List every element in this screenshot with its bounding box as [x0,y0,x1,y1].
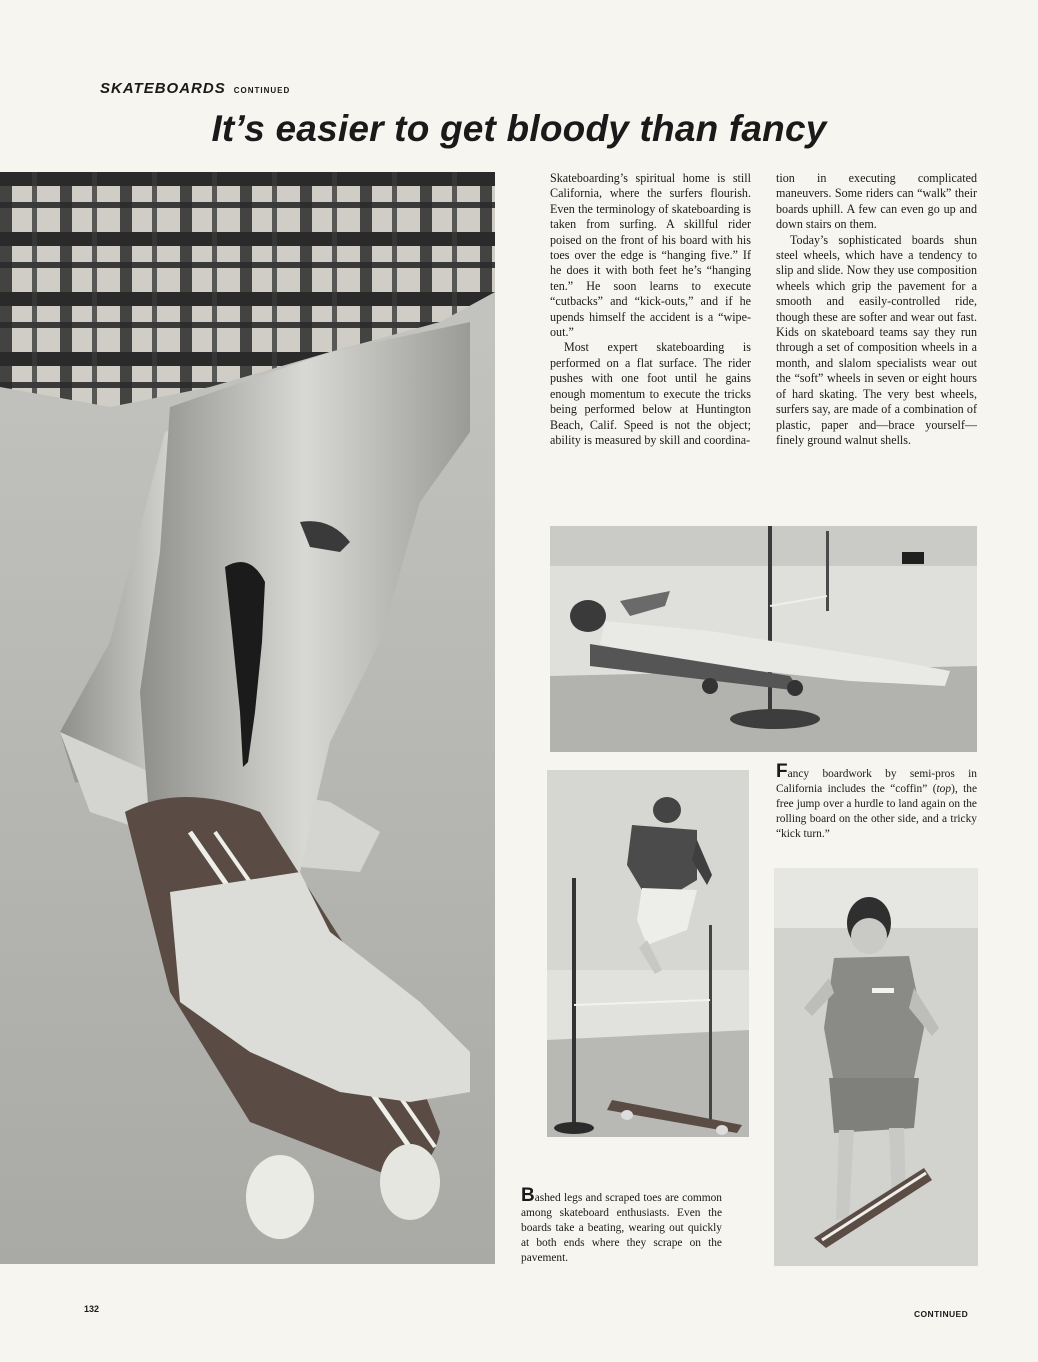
photo-hurdle-jump [547,770,749,1137]
caption-text: ashed legs and scraped toes are common among skateboard enthusiasts. Even the boards take a beating, wearing out quickly at both ends where they scrape on the pavement. [521,1192,722,1264]
caption-dropcap: F [776,761,788,782]
page-number: 132 [84,1304,100,1314]
caption-text: ancy boardwork by semi-pros in California includes the “coffin” ( [776,768,977,795]
caption-fancy-boardwork [776,761,978,842]
caption-text-italic: top [936,783,952,795]
caption-text: ), the free jump over a hurdle to land again on the rolling board on the other side, and a tricky “kick turn.” [776,783,978,840]
caption-dropcap: B [521,1185,535,1206]
article-paragraph: tion in executing complicated maneuvers. Some riders can “walk” their boards uphill. A few can even go up and down stairs on them. [776,171,977,232]
photo-bloody-leg [0,172,495,1264]
section-name: SKATEBOARDS [100,80,226,97]
article-paragraph: Skateboarding’s spiritual home is still California, where the surfers flourish. Even the terminology of skateboarding is taken from surfing. A skillful rider poised on the front of his board with his toes over the edge is “hanging five.” If he does it with both feet he’s “hanging ten.” He soon learns to execute “cutbacks” and “kick-outs,” and if he upends himself the accident is a “wipe-out.” [550,171,751,340]
article-column-1 [550,171,751,448]
article-paragraph: Most expert skateboarding is performed on a flat surface. The rider pushes with one foot until he gains enough momentum to execute the tricks being performed below at Huntington Beach, Calif. Speed is not the object; ability is measured by skill and coordina- [550,340,751,447]
photo-kick-turn [774,868,978,1266]
section-label [100,80,290,97]
photo-coffin-trick [550,526,977,752]
article-column-2 [776,171,977,448]
caption-bashed-legs [521,1185,722,1266]
continued-label: CONTINUED [914,1309,969,1319]
headline: It’s easier to get bloody than fancy [211,108,827,149]
article-paragraph: Today’s sophisticated boards shun steel wheels, which have a tendency to slip and slide. Now they use composition wheels which grip the pavement for a smooth and easily-controlled ride, though these are softer and wear out fast. Kids on skateboard teams say they run through a set of composition wheels in a month, and slalom specialists wear out the “soft” wheels in seven or eight hours of hard skating. The very best wheels, surfers say, are made of a combination of plastic, paper and—brace yourself—finely ground walnut shells. [776,232,977,447]
section-continued: CONTINUED [233,86,291,95]
